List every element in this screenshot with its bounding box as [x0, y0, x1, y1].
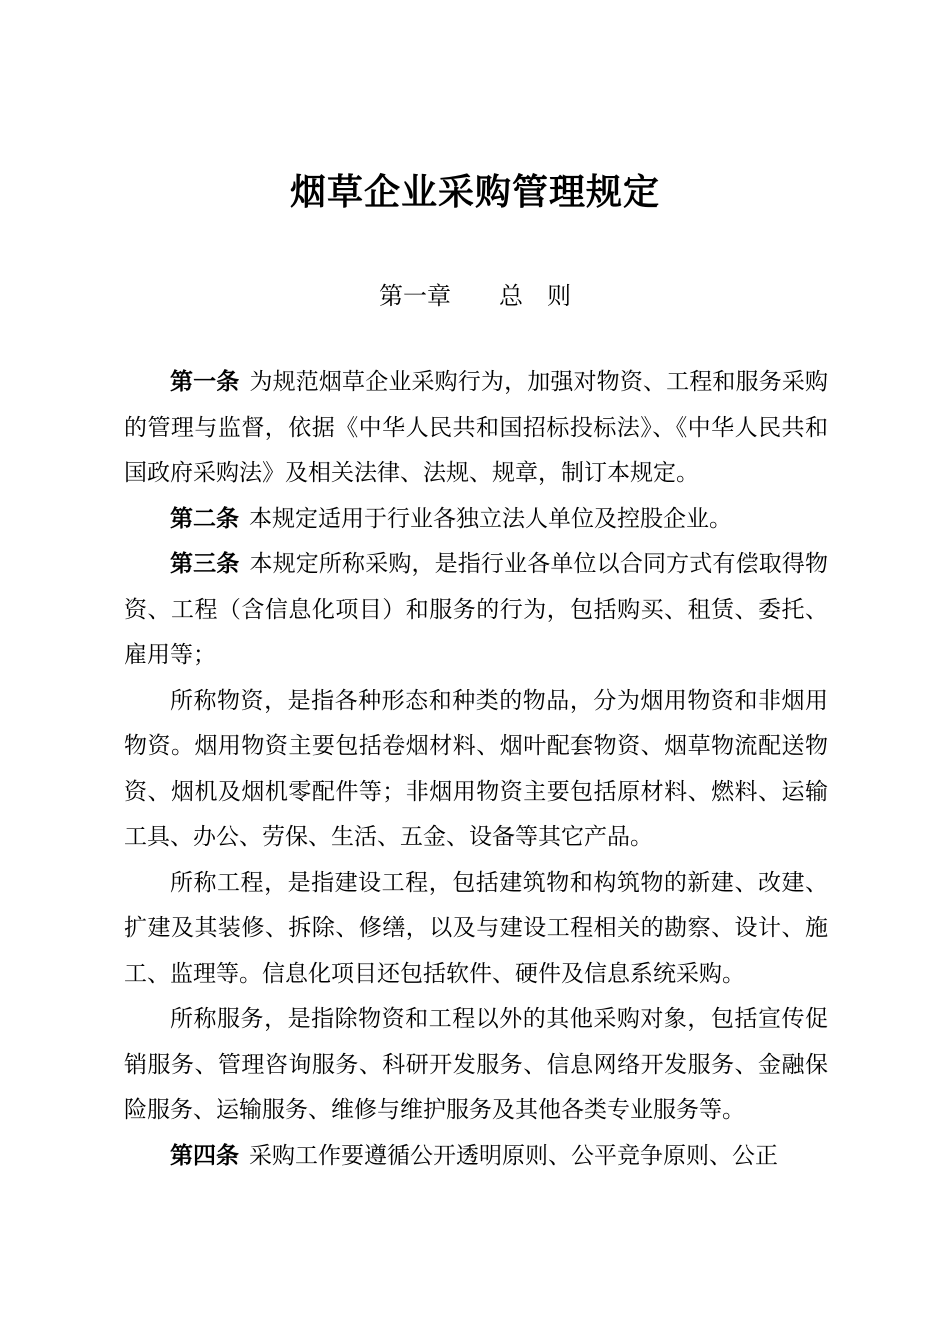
article-text: 本规定所称采购，是指行业各单位以合同方式有偿取得物资、工程（含信息化项目）和服务的行为，包括购买、租赁、委托、雇用等；: [124, 551, 829, 668]
chapter-number: 第一章: [379, 282, 451, 310]
article-text: 采购工作要遵循公开透明原则、公平竞争原则、公正: [249, 1142, 778, 1169]
definition-materials: [124, 679, 828, 861]
document-title: 烟草企业采购管理规定: [289, 171, 660, 213]
document-body: [124, 360, 828, 1179]
article-label: 第三条: [170, 551, 240, 577]
article-label: 第二条: [170, 505, 239, 532]
article-2: [124, 497, 828, 543]
article-text: 本规定适用于行业各独立法人单位及控股企业。: [249, 505, 732, 532]
article-1: [124, 360, 828, 497]
chapter-heading: [0, 278, 950, 314]
article-4: [124, 1134, 828, 1180]
article-text: 为规范烟草企业采购行为，加强对物资、工程和服务采购的管理与监督，依据《中华人民共和国招标投标法》、《中华人民共和国政府采购法》及相关法律、法规、规章，制订本规定。: [124, 369, 829, 486]
article-label: 第一条: [170, 369, 240, 395]
article-3: [124, 542, 828, 679]
chapter-name: 总 则: [499, 282, 571, 310]
definition-services: [124, 997, 828, 1134]
paragraph-text: 所称服务，是指除物资和工程以外的其他采购对象，包括宣传促销服务、管理咨询服务、科研开发服务、信息网络开发服务、金融保险服务、运输服务、维修与维护服务及其他各类专业服务等。: [124, 1006, 828, 1123]
paragraph-text: 所称物资，是指各种形态和种类的物品，分为烟用物资和非烟用物资。烟用物资主要包括卷烟材料、烟叶配套物资、烟草物流配送物资、烟机及烟机零配件等；非烟用物资主要包括原材料、燃料、运输工具、办公、劳保、生活、五金、设备等其它产品。: [124, 687, 828, 850]
article-label: 第四条: [170, 1142, 239, 1169]
paragraph-text: 所称工程，是指建设工程，包括建筑物和构筑物的新建、改建、扩建及其装修、拆除、修缮，以及与建设工程相关的勘察、设计、施工、监理等。信息化项目还包括软件、硬件及信息系统采购。: [124, 869, 828, 987]
definition-engineering: [124, 861, 828, 998]
